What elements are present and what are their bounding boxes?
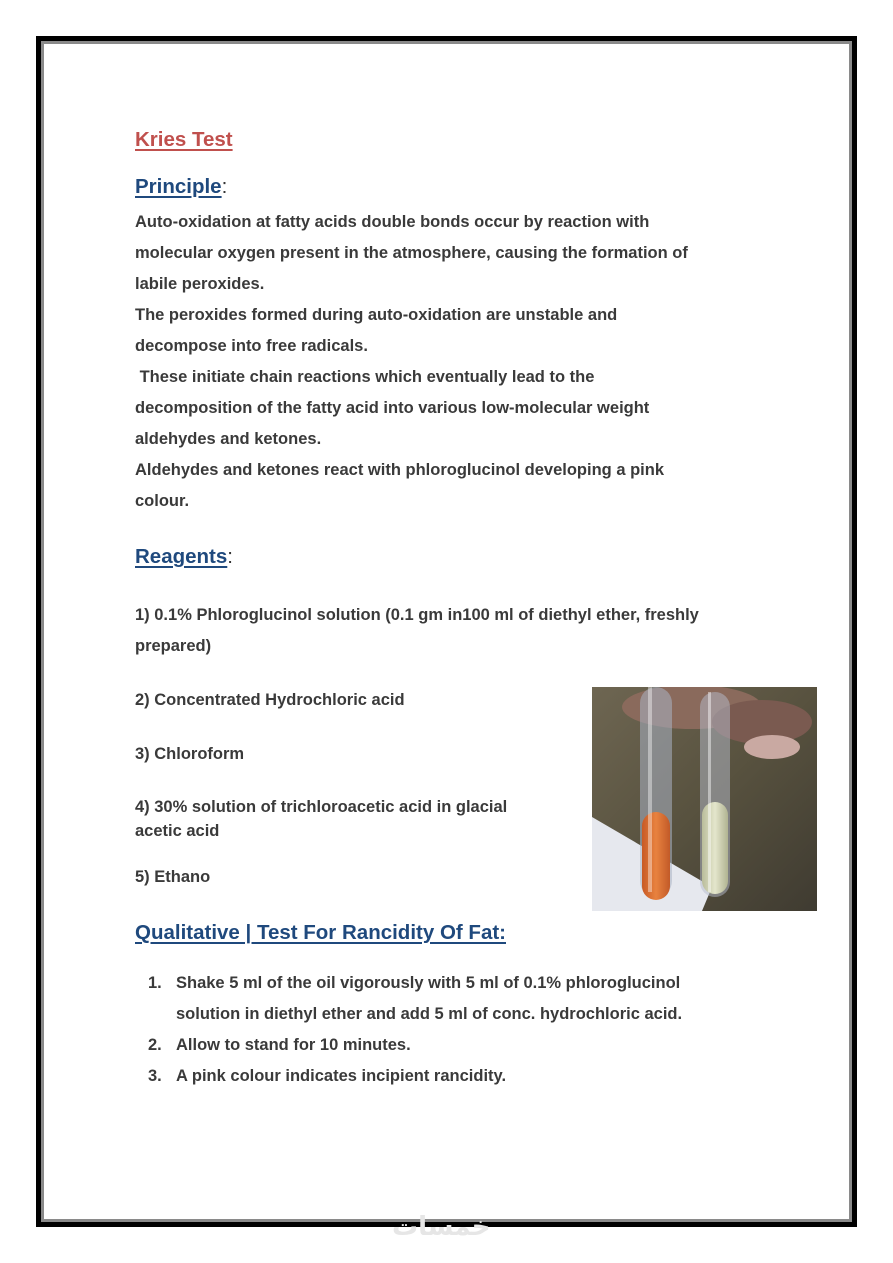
reagent-item-cont: prepared) [135,637,212,655]
qualitative-heading [135,921,506,945]
principle-heading: Principle: [135,175,228,198]
reagent-item: 1) 0.1% Phloroglucinol solution (0.1 gm in100 ml of diethyl ether, freshly [135,606,699,624]
principle-line: aldehydes and ketones. [135,430,322,448]
procedure-step-cont [148,999,682,1030]
step-text: solution in diethyl ether and add 5 ml of conc. hydrochloric acid. [176,1005,683,1023]
watermark: خمسات [392,1212,491,1242]
principle-line: These initiate chain reactions which eventually lead to the [135,368,595,386]
procedure-step [148,1061,682,1092]
procedure-step [148,968,682,999]
principle-line: decompose into free radicals. [135,337,368,355]
principle-line: Aldehydes and ketones react with phloroglucinol developing a pink [135,461,664,479]
test-tubes-photo [592,687,817,911]
reagent-item: 2) Concentrated Hydrochloric acid [135,691,405,709]
principle-line: Auto-oxidation at fatty acids double bonds occur by reaction with [135,213,650,231]
step-text: Allow to stand for 10 minutes. [176,1036,411,1054]
reagents-heading: Reagents: [135,545,233,568]
principle-line: colour. [135,492,190,510]
step-number: 1. [148,974,162,992]
test-tubes-illustration [592,687,817,911]
step-text: A pink colour indicates incipient rancidity. [176,1067,507,1085]
procedure-step [148,1030,682,1061]
document-title: Kries Test [135,128,233,151]
procedure-steps [148,968,682,1092]
step-number: 3. [148,1067,162,1085]
step-number: 2. [148,1036,162,1054]
principle-heading-text: Principle [135,175,222,198]
principle-line: The peroxides formed during auto-oxidation are unstable and [135,306,618,324]
reagent-item: 3) Chloroform [135,745,245,763]
reagents-heading-text: Reagents [135,545,228,568]
reagent-item-cont: acetic acid [135,822,220,840]
reagent-item: 4) 30% solution of trichloroacetic acid in glacial [135,798,508,816]
principle-line: decomposition of the fatty acid into various low-molecular weight [135,399,650,417]
qualitative-heading-text: Qualitative | Test For Rancidity Of Fat: [135,921,506,944]
principle-line: labile peroxides. [135,275,265,293]
reagent-item: 5) Ethano [135,868,211,886]
step-text: Shake 5 ml of the oil vigorously with 5 ml of 0.1% phloroglucinol [176,974,681,992]
principle-line: molecular oxygen present in the atmosphere, causing the formation of [135,244,688,262]
